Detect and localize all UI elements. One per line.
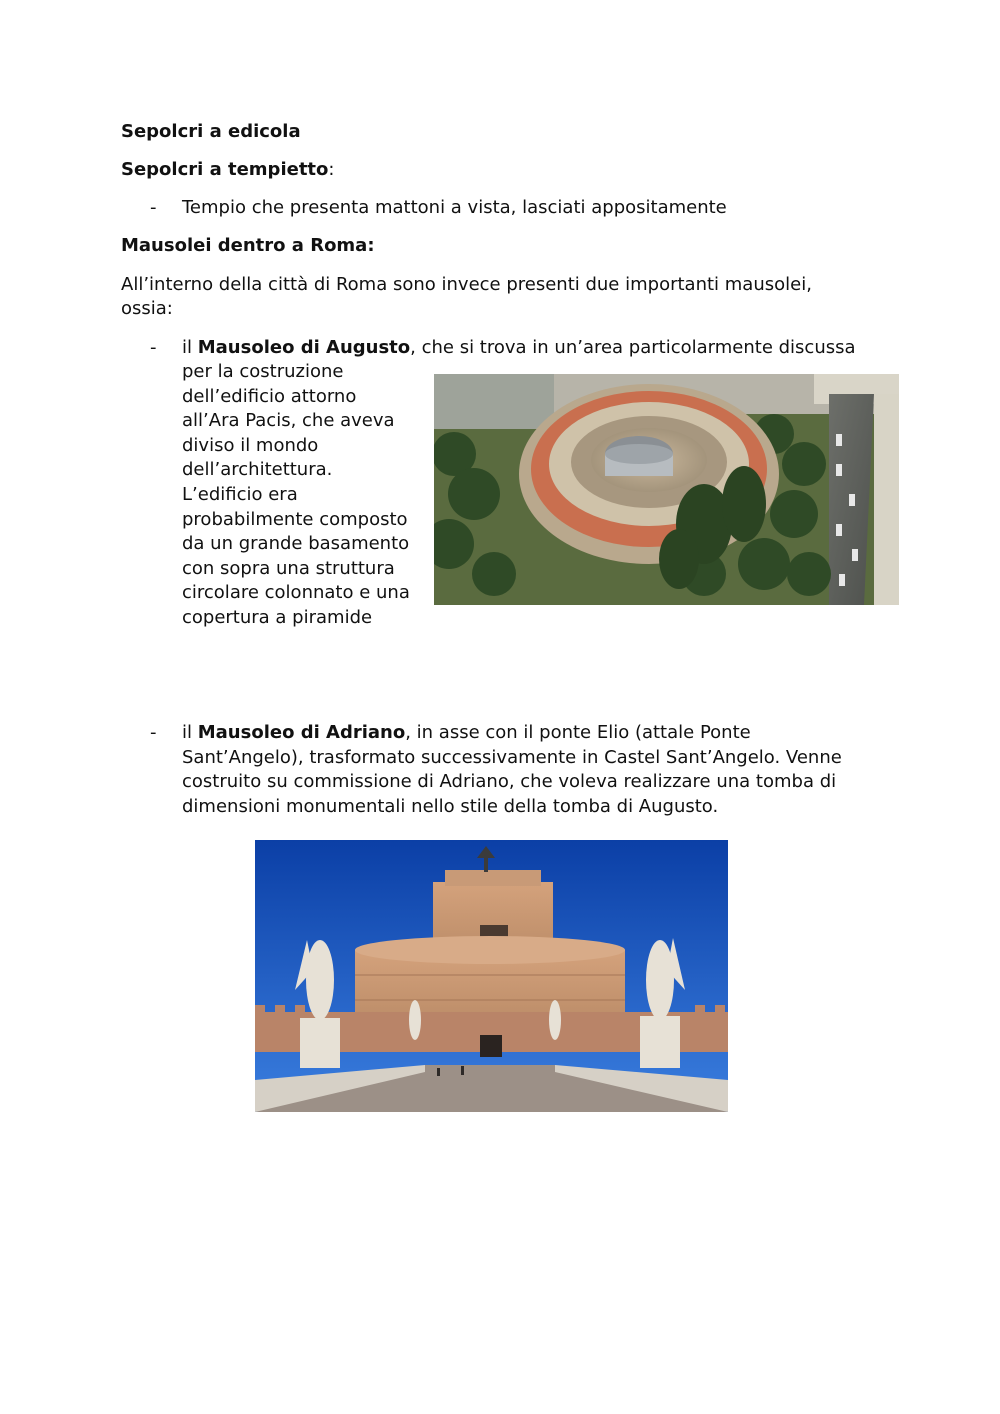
list-dash: -	[150, 197, 157, 218]
heading-sepolcri-edicola: Sepolcri a edicola	[121, 121, 301, 142]
augusto-line: dell’architettura.	[182, 459, 333, 480]
augusto-line: per la costruzione	[182, 361, 344, 382]
augusto-first-line: il Mausoleo di Augusto, che si trova in un’area particolarmente discussa	[182, 337, 856, 358]
adriano-first-line: il Mausoleo di Adriano, in asse con il ponte Elio (attale Ponte	[182, 722, 751, 743]
mausoleo-augusto-photo	[434, 374, 899, 605]
adriano-line: Sant’Angelo), trasformato successivamente in Castel Sant’Angelo. Venne	[182, 747, 842, 768]
augusto-line: da un grande basamento	[182, 533, 410, 554]
heading-sepolcri-tempietto: Sepolcri a tempietto:	[121, 159, 335, 180]
adriano-line: costruito su commissione di Adriano, che voleva realizzare una tomba di	[182, 771, 837, 792]
augusto-line: probabilmente composto	[182, 509, 408, 530]
tempietto-item: Tempio che presenta mattoni a vista, lasciati appositamente	[182, 197, 727, 218]
intro-line-1: All’interno della città di Roma sono invece presenti due importanti mausolei,	[121, 274, 812, 295]
list-dash: -	[150, 337, 157, 358]
augusto-line: circolare colonnato e una	[182, 582, 410, 603]
list-dash: -	[150, 722, 157, 743]
augusto-line: L’edificio era	[182, 484, 298, 505]
heading-mausolei-roma: Mausolei dentro a Roma:	[121, 235, 375, 256]
augusto-line: diviso il mondo	[182, 435, 319, 456]
adriano-line: dimensioni monumentali nello stile della tomba di Augusto.	[182, 796, 719, 817]
augusto-line: con sopra una struttura	[182, 558, 395, 579]
augusto-line: all’Ara Pacis, che aveva	[182, 410, 395, 431]
augusto-line: dell’edificio attorno	[182, 386, 357, 407]
castel-santangelo-photo	[255, 840, 728, 1112]
intro-line-2: ossia:	[121, 298, 173, 319]
augusto-line: copertura a piramide	[182, 607, 373, 628]
